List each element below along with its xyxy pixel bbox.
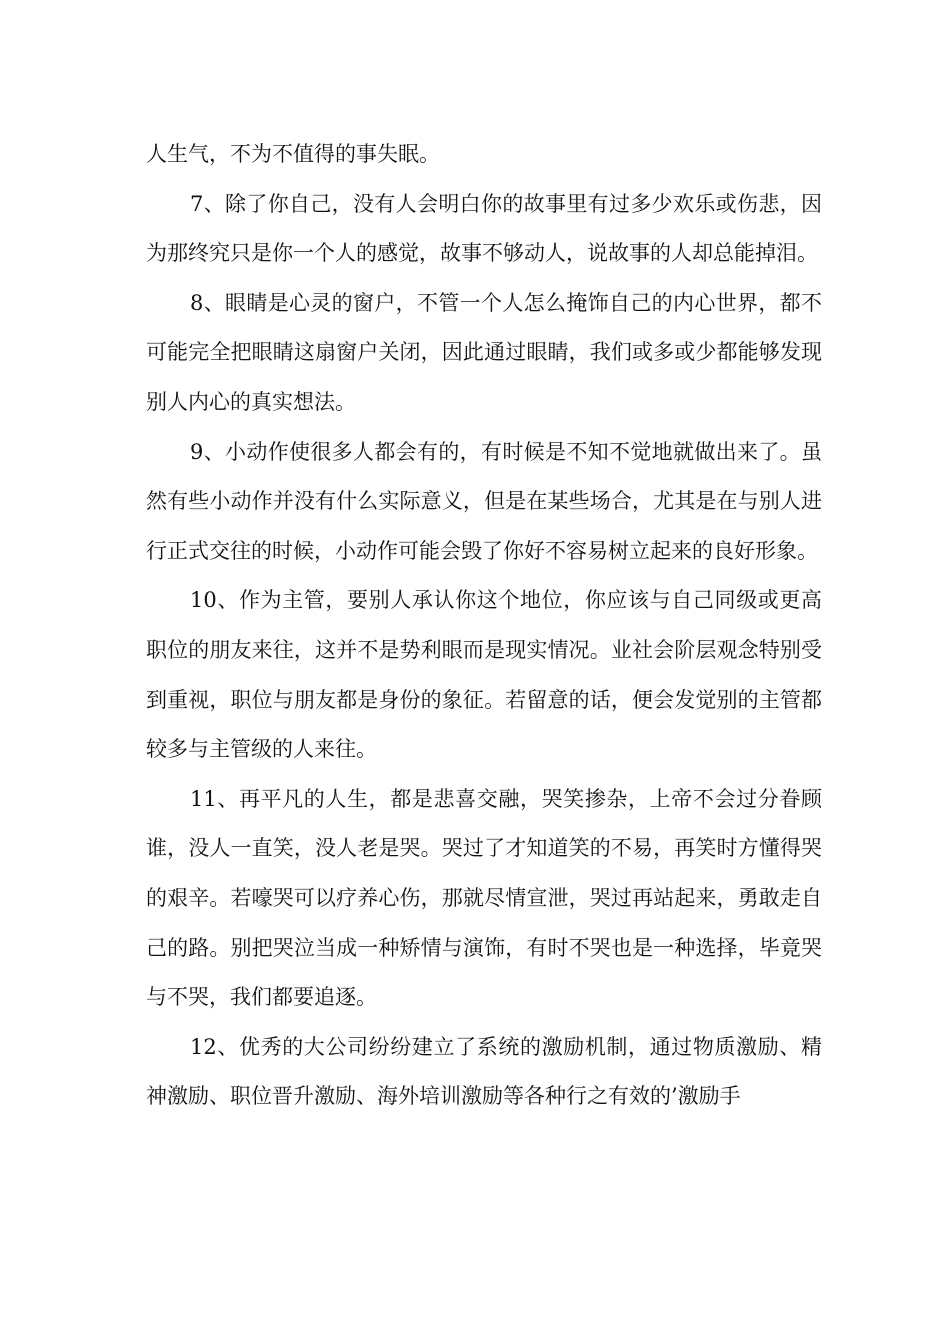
paragraph-10: 10、作为主管，要别人承认你这个地位，你应该与自己同级或更高职位的朋友来往，这并不是势利眼而是现实情况。业社会阶层观念特别受到重视，职位与朋友都是身份的象征。若留意的话，便会发觉别的主管都较多与主管级的人来往。 bbox=[146, 588, 822, 762]
paragraph-8: 8、眼睛是心灵的窗户，不管一个人怎么掩饰自己的内心世界，都不可能完全把眼睛这扇窗户关闭，因此通过眼睛，我们或多或少都能够发现别人内心的真实想法。 bbox=[146, 290, 822, 414]
body-text bbox=[146, 130, 822, 1122]
paragraph-continuation: 人生气，不为不值得的事失眠。 bbox=[146, 142, 440, 166]
paragraph-7: 7、除了你自己，没有人会明白你的故事里有过多少欢乐或伤悲，因为那终究只是你一个人的感觉，故事不够动人，说故事的人却总能掉泪。 bbox=[146, 191, 822, 266]
paragraph-12: 12、优秀的大公司纷纷建立了系统的激励机制，通过物质激励、精神激励、职位晋升激励、海外培训激励等各种行之有效的’激励手 bbox=[146, 1034, 822, 1109]
paragraph-11: 11、再平凡的人生，都是悲喜交融，哭笑掺杂，上帝不会过分眷顾谁，没人一直笑，没人老是哭。哭过了才知道笑的不易，再笑时方懂得哭的艰辛。若嚎哭可以疗养心伤，那就尽情宣泄，哭过再站起来，勇敢走自己的路。别把哭泣当成一种矫情与演饰，有时不哭也是一种选择，毕竟哭与不哭，我们都要追逐。 bbox=[146, 786, 822, 1010]
paragraph-9: 9、小动作使很多人都会有的，有时候是不知不觉地就做出来了。虽然有些小动作并没有什么实际意义，但是在某些场合，尤其是在与别人进行正式交往的时候，小动作可能会毁了你好不容易树立起来的良好形象。 bbox=[146, 439, 822, 563]
